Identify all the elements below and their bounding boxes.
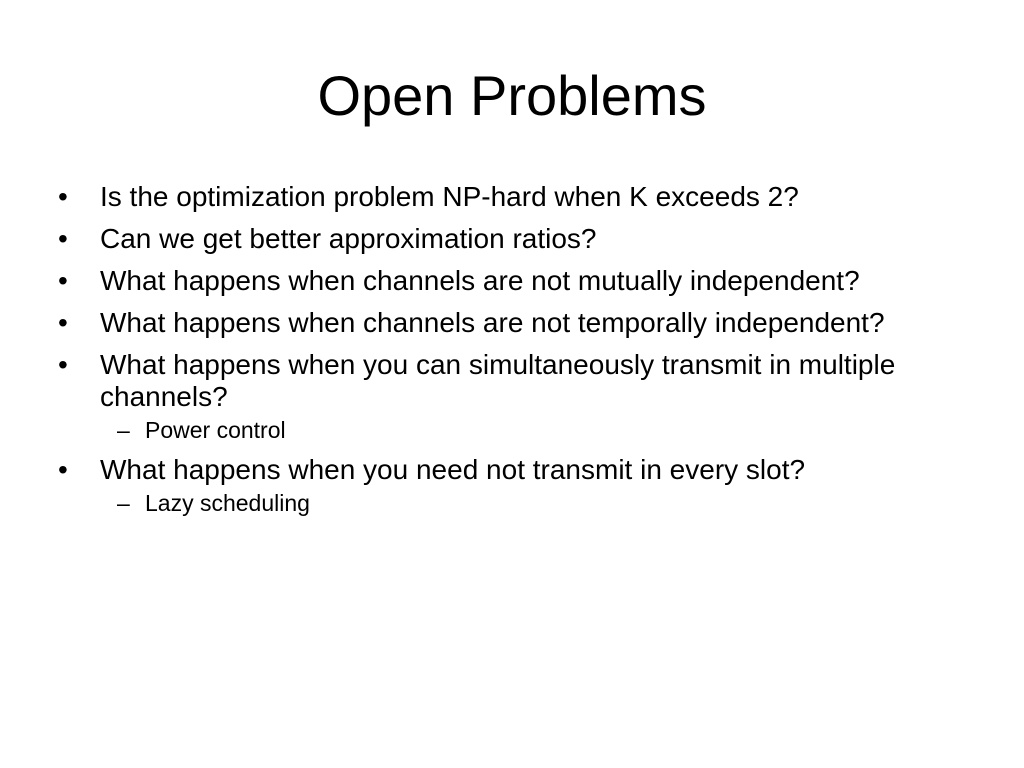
sub-bullet-list [100,417,982,444]
sub-bullet-text: Lazy scheduling [145,490,310,516]
bullet-item [52,454,982,517]
bullet-item [52,349,982,444]
bullet-item [52,223,982,255]
bullet-icon: • [58,454,68,485]
bullet-item [52,307,982,339]
bullet-item [52,181,982,213]
bullet-text: What happens when you need not transmit in every slot? [100,454,806,485]
bullet-text: What happens when channels are not temporally independent? [100,307,885,338]
bullet-icon: • [58,181,68,212]
bullet-item [52,265,982,297]
bullet-text: What happens when you can simultaneously transmit in multiple channels? [100,349,896,412]
bullet-text: Can we get better approximation ratios? [100,223,597,254]
sub-bullet-item [100,490,982,517]
slide-title: Open Problems [317,64,707,127]
bullet-text: Is the optimization problem NP-hard when K exceeds 2? [100,181,799,212]
bullet-list [52,181,982,527]
sub-bullet-item [100,417,982,444]
dash-icon: – [117,417,130,443]
bullet-icon: • [58,307,68,338]
sub-bullet-text: Power control [145,417,286,443]
bullet-icon: • [58,223,68,254]
bullet-icon: • [58,349,68,380]
bullet-text: What happens when channels are not mutually independent? [100,265,860,296]
bullet-icon: • [58,265,68,296]
sub-bullet-list [100,490,982,517]
dash-icon: – [117,490,130,516]
